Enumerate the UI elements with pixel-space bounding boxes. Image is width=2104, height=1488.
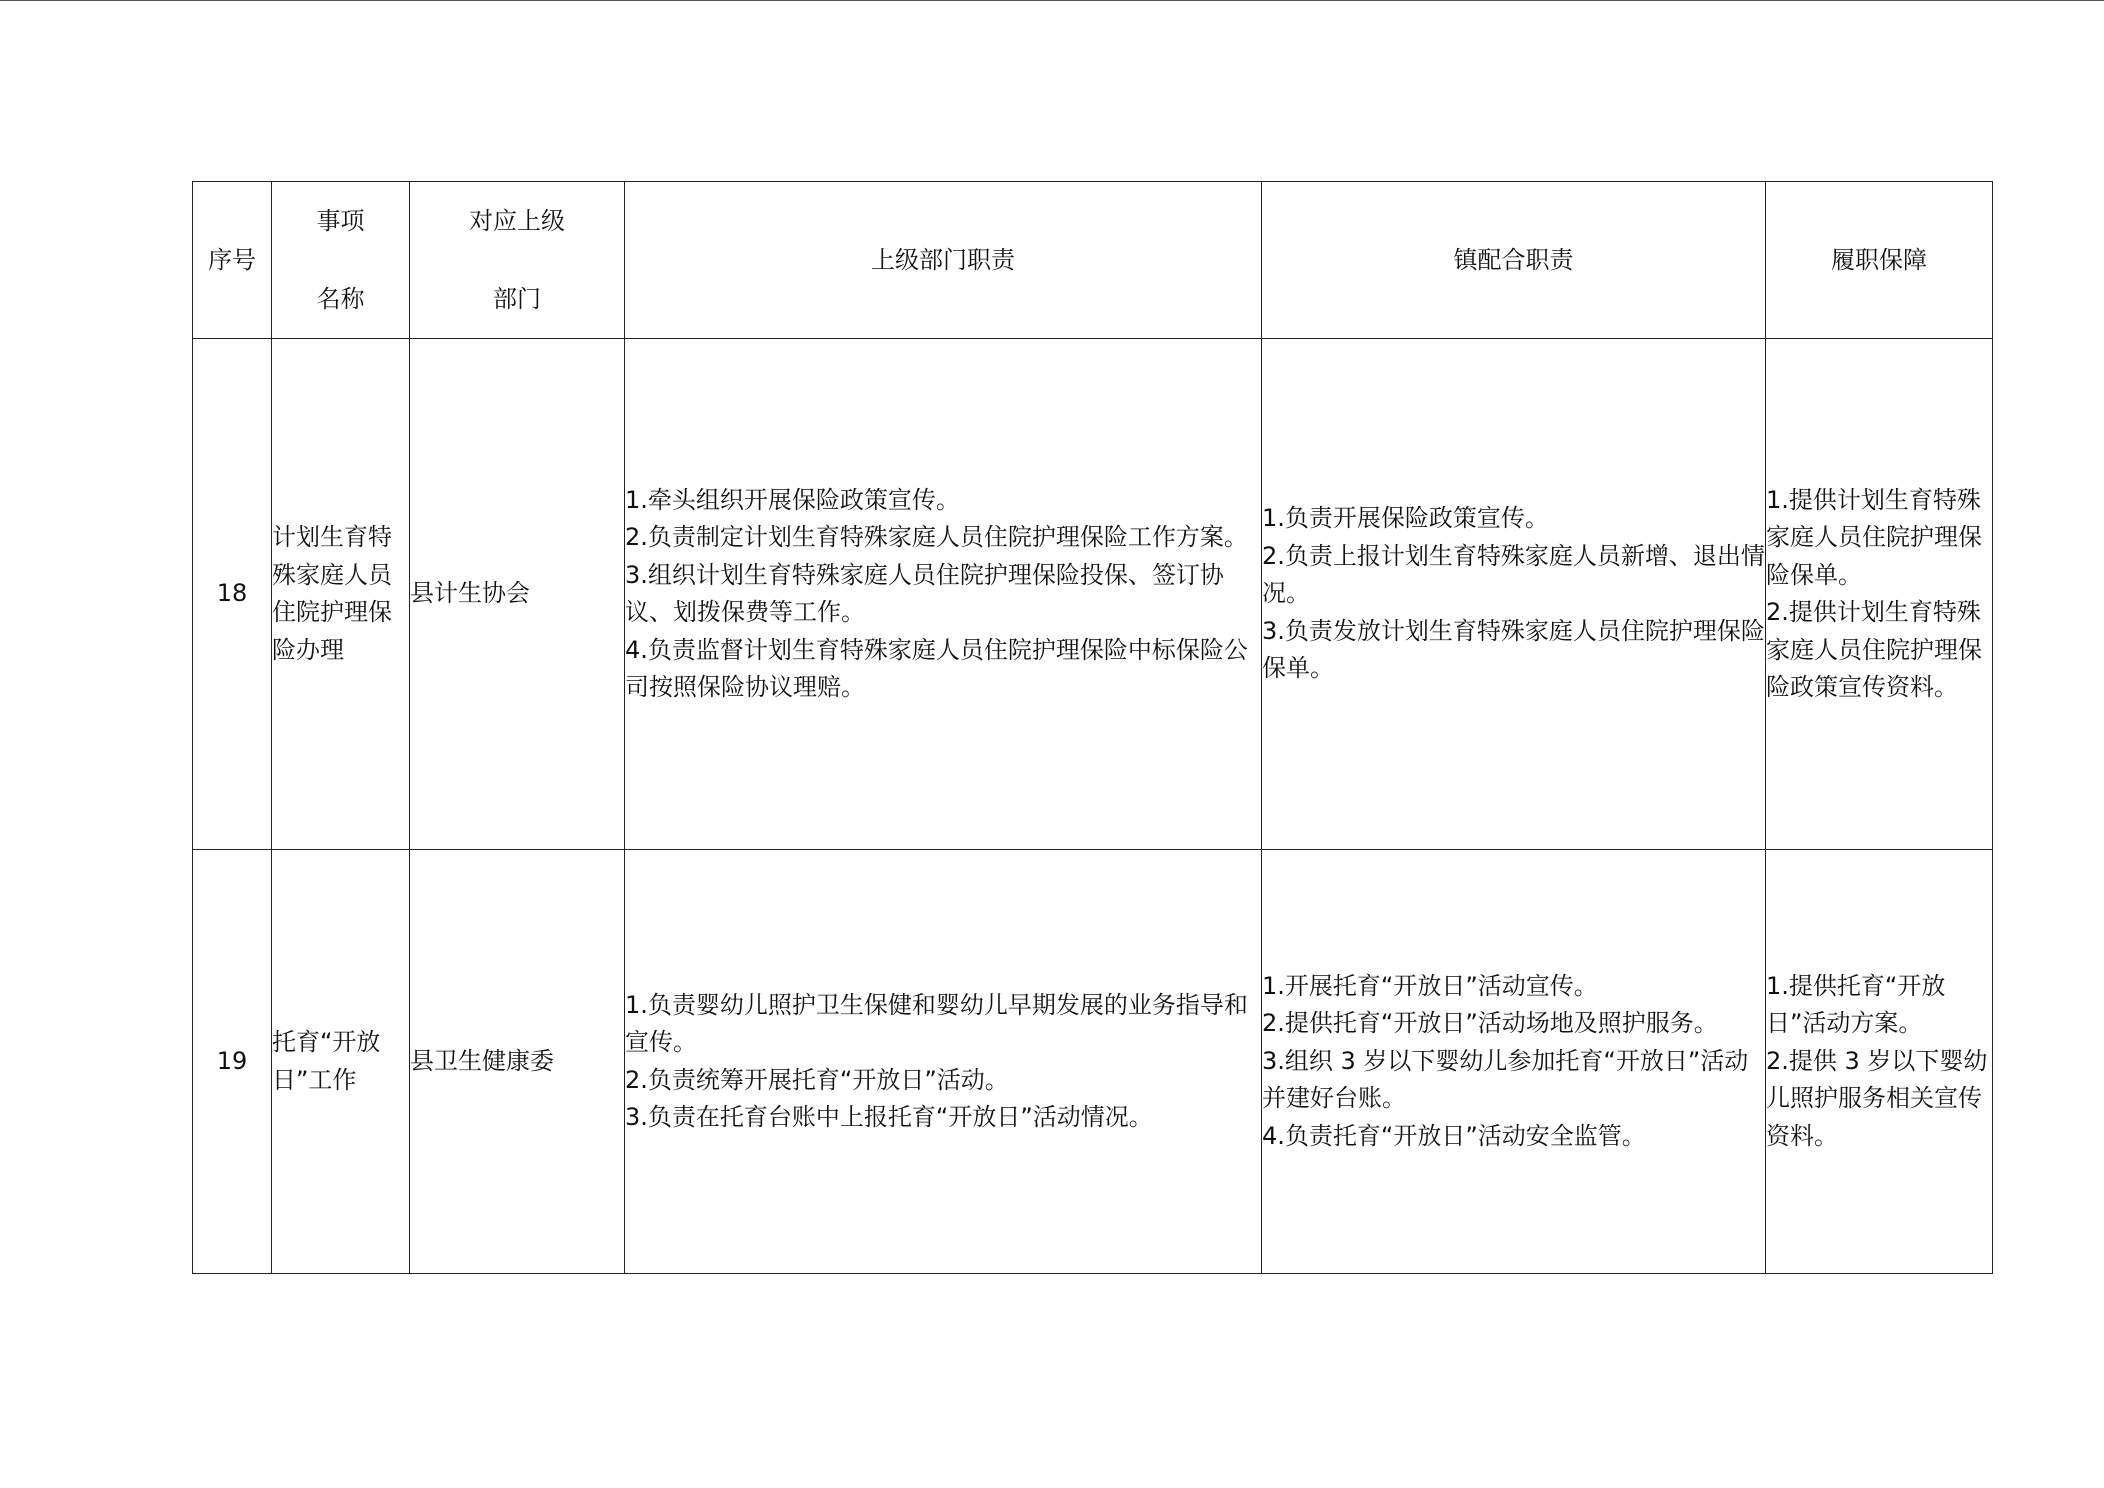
- row-town-duty: [1262, 850, 1766, 1274]
- header-dept-line2: 部门: [493, 285, 541, 313]
- list-item: 2.提供托育“开放日”活动场地及照护服务。: [1262, 1009, 1718, 1038]
- list-item: 1.提供托育“开放日”活动方案。: [1766, 971, 1946, 1038]
- list-item: 3.组织计划生育特殊家庭人员住院护理保险投保、签订协议、划拨保费等工作。: [625, 560, 1224, 626]
- list-item: 1.负责开展保险政策宣传。: [1262, 504, 1549, 533]
- header-town-duty: 镇配合职责: [1262, 182, 1766, 339]
- row-guarantee: [1766, 850, 1993, 1274]
- table-row: [193, 339, 1993, 850]
- header-dept-line1: 对应上级: [469, 207, 565, 235]
- row-dept: 县计生协会: [410, 339, 625, 850]
- list-item: 3.负责发放计划生育特殊家庭人员住院护理保险保单。: [1262, 616, 1765, 683]
- row-seq: 19: [193, 850, 272, 1274]
- list-item: 1.提供计划生育特殊家庭人员住院护理保险保单。: [1766, 485, 1982, 589]
- list-item: 1.开展托育“开放日”活动宣传。: [1262, 971, 1598, 1000]
- row-dept: 县卫生健康委: [410, 850, 625, 1274]
- table-header-row: [193, 182, 1993, 339]
- page-top-rule: [0, 0, 2104, 1]
- row-town-duty: [1262, 339, 1766, 850]
- list-item: 2.提供 3 岁以下婴幼儿照护服务相关宣传资料。: [1766, 1046, 1988, 1150]
- header-seq: 序号: [193, 182, 272, 339]
- list-item: 2.负责制定计划生育特殊家庭人员住院护理保险工作方案。: [625, 523, 1248, 551]
- duty-table: [192, 181, 1993, 1274]
- list-item: 3.组织 3 岁以下婴幼儿参加托育“开放日”活动并建好台账。: [1262, 1046, 1749, 1113]
- list-item: 2.提供计划生育特殊家庭人员住院护理保险政策宣传资料。: [1766, 598, 1982, 701]
- header-item-line1: 事项: [316, 207, 365, 235]
- list-item: 2.负责统筹开展托育“开放日”活动。: [625, 1065, 1009, 1094]
- row-upper-duty: [625, 850, 1262, 1274]
- table-row: [193, 850, 1993, 1274]
- header-upper-duty: 上级部门职责: [625, 182, 1262, 339]
- row-upper-duty: [625, 339, 1262, 850]
- list-item: 4.负责托育“开放日”活动安全监管。: [1262, 1121, 1646, 1150]
- row-item-name: 托育“开放日”工作: [272, 850, 410, 1274]
- row-seq: 18: [193, 339, 272, 850]
- row-item-name: 计划生育特殊家庭人员住院护理保险办理: [272, 339, 410, 850]
- header-item-line2: 名称: [316, 285, 365, 313]
- list-item: 4.负责监督计划生育特殊家庭人员住院护理保险中标保险公司按照保险协议理赔。: [625, 635, 1248, 701]
- list-item: 1.负责婴幼儿照护卫生保健和婴幼儿早期发展的业务指导和宣传。: [625, 990, 1248, 1056]
- list-item: 3.负责在托育台账中上报托育“开放日”活动情况。: [625, 1103, 1153, 1131]
- header-guarantee: 履职保障: [1766, 182, 1993, 339]
- list-item: 2.负责上报计划生育特殊家庭人员新增、退出情况。: [1262, 541, 1765, 608]
- header-dept: [410, 182, 625, 339]
- list-item: 1.牵头组织开展保险政策宣传。: [625, 485, 960, 514]
- row-guarantee: [1766, 339, 1993, 850]
- header-item-name: [272, 182, 410, 339]
